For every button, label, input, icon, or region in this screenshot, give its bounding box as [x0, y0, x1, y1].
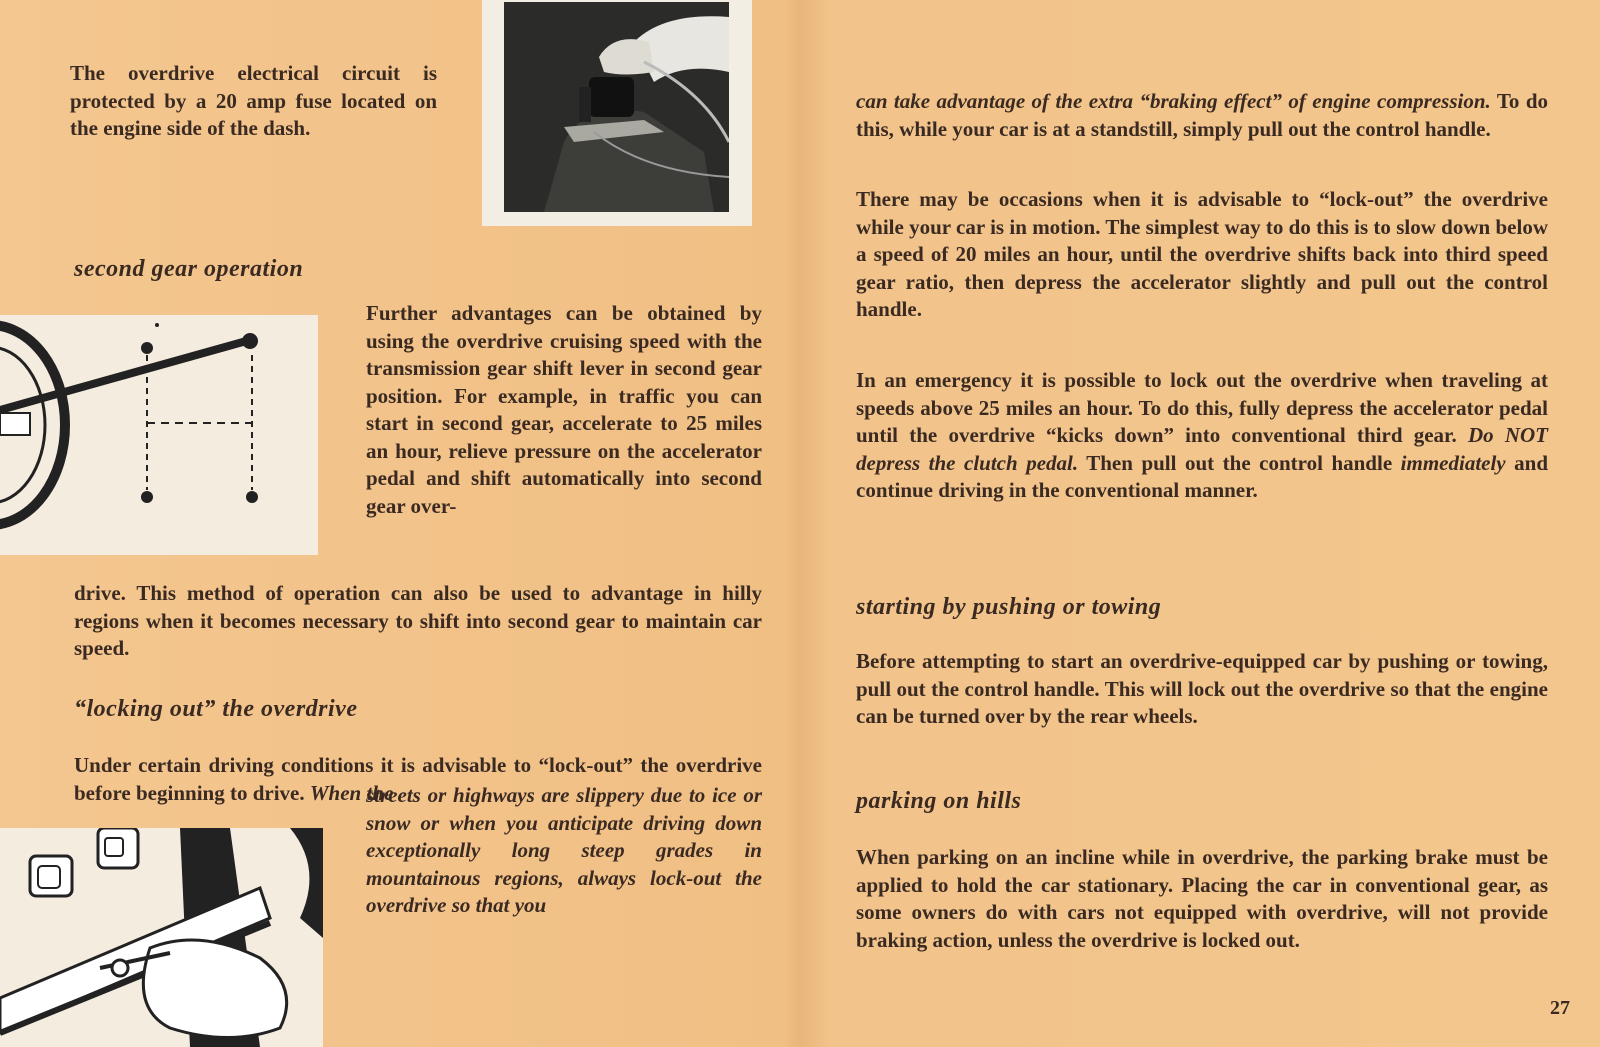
emergency-text-e: and continue driving in the conventional manner. [856, 450, 1549, 502]
emergency-italic-d: immediately [1400, 450, 1506, 475]
locking-out-intro-text: Under certain driving conditions it is advisable to “lock-out” the overdrive before beginning to drive. [74, 753, 762, 805]
right-continuation-text: To do this, while your car is at a standstill, simply pull out the control handle. [856, 89, 1549, 141]
fuse-note: The overdrive electrical circuit is protected by a 20 amp fuse located on the engine side of the dash. [70, 61, 437, 140]
page-number: 27 [1550, 997, 1570, 1019]
emergency-text-c: Then pull out the control handle [1086, 450, 1393, 475]
emergency-text-a: In an emergency it is possible to lock out the overdrive when traveling at speeds above 25 miles an hour. To do this, fully depress the accelerator pedal until the overdrive “kicks down” into conventional third gear. [856, 368, 1548, 447]
right-continuation-italic: can take advantage of the extra “braking effect” of engine compression. [856, 89, 1491, 113]
locking-out-wrap-italic [366, 782, 762, 920]
locking-out-wrap-italic-text: streets or highways are slippery due to ice or snow or when you anticipate driving down exceptionally long steep grades in mountainous regions, always lock-out the overdrive so that you [366, 783, 762, 917]
second-gear-wrap-paragraph: Further advantages can be obtained by using the overdrive cruising speed with the transmission gear shift lever in second gear position. For example, in traffic you can start in second gear, accelerate to 25 miles an hour, relieve pressure on the accelerator pedal and shift automatically into second gear over- [366, 301, 762, 518]
hand-pulling-handle [0, 828, 323, 1047]
fuse-photo [482, 0, 752, 226]
emergency-italic-b: Do NOT depress the clutch pedal. [856, 423, 1548, 475]
starting-paragraph: Before attempting to start an overdrive-equipped car by pushing or towing, pull out the control handle. This will lock out the overdrive so that the engine can be turned over by the rear wheels. [856, 649, 1548, 728]
shift-pattern-illustration [0, 315, 318, 555]
right-continuation-paragraph [856, 88, 1548, 143]
second-gear-full-paragraph: drive. This method of operation can also be used to advantage in hilly regions when it becomes necessary to shift into second gear to maintain car speed. [74, 581, 762, 660]
shift-diagram [0, 315, 318, 555]
parking-paragraph: When parking on an incline while in overdrive, the parking brake must be applied to hold the car stationary. Placing the car in conventional gear, as some owners do with cars not equipped with overdrive, will not provide braking action, unless the overdrive is locked out. [856, 845, 1548, 952]
heading-second-gear: second gear operation [74, 256, 304, 282]
heading-starting: starting by pushing or towing [856, 594, 1162, 620]
heading-locking-out: “locking out” the overdrive [74, 696, 358, 722]
locking-out-intro-italic: When the [309, 780, 394, 805]
emergency-paragraph [856, 367, 1548, 505]
heading-parking: parking on hills [856, 788, 1022, 814]
lock-out-motion-paragraph: There may be occasions when it is advisable to “lock-out” the overdrive while your car is in motion. The simplest way to do this is to slow down below a speed of 20 miles an hour, until the overdrive shifts back into third speed gear ratio, then depress the accelerator slightly and pull out the control handle. [856, 187, 1548, 321]
fuse-hand-image [504, 2, 729, 212]
control-handle-illustration [0, 828, 323, 1047]
